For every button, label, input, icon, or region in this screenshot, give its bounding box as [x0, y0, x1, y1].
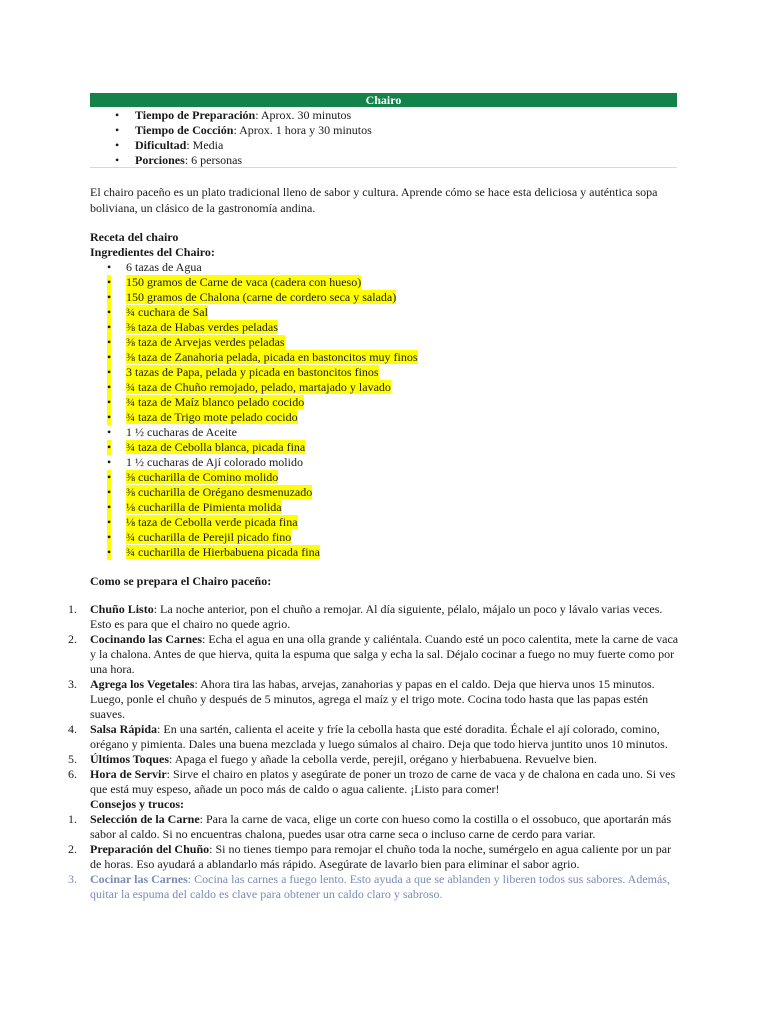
- method-heading: Como se prepara el Chairo paceño:: [90, 574, 272, 588]
- tip-item: [68, 812, 680, 842]
- ingredient-text: ¾ taza de Cebolla blanca, picada fina: [126, 440, 306, 454]
- tip-item: [68, 842, 680, 872]
- bullet-icon: •: [115, 138, 120, 152]
- step-label: Selección de la Carne: [90, 812, 200, 826]
- bullet-icon: •: [107, 350, 112, 364]
- ingredients-list: [90, 260, 677, 560]
- ingredient-item: [90, 275, 677, 290]
- bullet-icon: •: [107, 320, 112, 334]
- ingredient-text: ¾ cucharilla de Perejil picado fino: [126, 530, 292, 544]
- step-text: : En una sartén, calienta el aceite y fríe la cebolla hasta que esté doradita. Échale el ají colorado, comino, orégano y pimienta. Dales una buena mezclada y luego súmalos al chairo. Deja que todo hierva juntito unos 10 minutos.: [90, 722, 668, 751]
- meta-item-cook-time: [90, 123, 677, 138]
- ingredient-text: ⅜ cucharilla de Orégano desmenuzado: [126, 485, 313, 499]
- ingredients-heading: Ingredientes del Chairo:: [90, 245, 215, 259]
- ingredient-item: [90, 320, 677, 335]
- ingredient-text: ⅜ taza de Arvejas verdes peladas: [126, 335, 285, 349]
- ingredient-item: [90, 350, 677, 365]
- ingredient-text: ⅛ cucharilla de Pimienta molida: [126, 500, 282, 514]
- bullet-icon: •: [107, 335, 112, 349]
- ingredient-item: [90, 545, 677, 560]
- ingredient-text: 3 tazas de Papa, pelada y picada en bastoncitos finos: [126, 365, 379, 379]
- step-text: : Ahora tira las habas, arvejas, zanahorias y papas en el caldo. Deja que hierva unos 15 minutos. Luego, ponle el chuño y después de 5 minutos, agrega el maíz y el trigo mote. Cocina todo hasta que las papas estén suaves.: [90, 677, 655, 721]
- step-label: Chuño Listo: [90, 602, 154, 616]
- ingredient-text: ¾ cuchara de Sal: [126, 305, 208, 319]
- bullet-icon: •: [107, 380, 112, 394]
- bullet-icon: •: [107, 485, 112, 499]
- ingredient-item: [90, 410, 677, 425]
- step-label: Últimos Toques: [90, 752, 170, 766]
- ingredient-text: 1 ½ cucharas de Aceite: [126, 425, 237, 439]
- step-number: 2.: [68, 842, 77, 856]
- meta-label: Dificultad: [135, 138, 187, 152]
- step-text: : Cocina las carnes a fuego lento. Esto ayuda a que se ablanden y liberen todos sus sabores. Además, quitar la espuma del caldo es clave para obtener un caldo claro y sabroso.: [90, 872, 670, 901]
- ingredient-item: [90, 260, 677, 275]
- ingredient-item: [90, 395, 677, 410]
- tips-heading: Consejos y trucos:: [90, 797, 184, 811]
- step-number: 1.: [68, 602, 77, 616]
- step-item: [68, 632, 680, 677]
- meta-item-prep-time: [90, 108, 677, 123]
- ingredient-text: 1 ½ cucharas de Ají colorado molido: [126, 455, 303, 469]
- ingredient-item: [90, 335, 677, 350]
- meta-value: : Media: [186, 138, 224, 152]
- recipe-title-bar: [90, 93, 677, 107]
- ingredient-text: ⅜ taza de Habas verdes peladas: [126, 320, 278, 334]
- ingredient-item: [90, 485, 677, 500]
- step-text: : Apaga el fuego y añade la cebolla verde, perejil, orégano y hierbabuena. Revuelve bien.: [169, 752, 597, 766]
- bullet-icon: •: [107, 425, 112, 439]
- step-text: : Si no tienes tiempo para remojar el chuño toda la noche, sumérgelo en agua caliente por un par de horas. Eso ayudará a ablandarlo más rápido. Asegúrate de lavarlo bien para eliminar el sabor agrio.: [90, 842, 672, 871]
- meta-item-difficulty: [90, 138, 677, 153]
- ingredient-item: [90, 530, 677, 545]
- step-number: 2.: [68, 632, 77, 646]
- step-text: : Sirve el chairo en platos y asegúrate de poner un trozo de carne de vaca y de chalona en cada uno. Si ves que está muy espeso, añade un poco más de caldo o agua caliente. ¡Listo para comer!: [90, 767, 676, 796]
- step-item: [68, 767, 680, 797]
- ingredient-item: [90, 305, 677, 320]
- bullet-icon: •: [107, 275, 112, 289]
- step-label: Cocinando las Carnes: [90, 632, 203, 646]
- ingredient-item: [90, 440, 677, 455]
- recipe-title: Chairo: [365, 93, 402, 107]
- bullet-icon: •: [107, 530, 112, 544]
- ingredient-text: ¾ taza de Trigo mote pelado cocido: [126, 410, 298, 424]
- ingredient-text: ¾ taza de Chuño remojado, pelado, martajado y lavado: [126, 380, 391, 394]
- ingredient-text: ⅜ taza de Zanahoria pelada, picada en bastoncitos muy finos: [126, 350, 418, 364]
- bullet-icon: •: [107, 500, 112, 514]
- ingredient-text: ¾ taza de Maíz blanco pelado cocido: [126, 395, 305, 409]
- bullet-icon: •: [115, 123, 120, 137]
- bullet-icon: •: [107, 515, 112, 529]
- step-text: : Para la carne de vaca, elige un corte con hueso como la costilla o el ossobuco, que aportarán más sabor al caldo. Si no encuentras chalona, puedes usar otra carne seca o incluso carne de cerdo para variar.: [90, 812, 672, 841]
- meta-value: : Aprox. 1 hora y 30 minutos: [233, 123, 372, 137]
- ingredient-item: [90, 365, 677, 380]
- bullet-icon: •: [107, 545, 112, 559]
- meta-label: Tiempo de Preparación: [135, 108, 256, 122]
- step-number: 1.: [68, 812, 77, 826]
- step-item: [68, 752, 680, 767]
- step-number: 4.: [68, 722, 77, 736]
- bullet-icon: •: [115, 108, 120, 122]
- step-item: [68, 602, 680, 632]
- step-label: Cocinar las Carnes: [90, 872, 188, 886]
- meta-label: Tiempo de Cocción: [135, 123, 234, 137]
- step-text: : Echa el agua en una olla grande y caliéntala. Cuando esté un poco calentita, mete la carne de vaca y la chalona. Antes de que hierva, quita la espuma que salga y echa la sal. Déjalo cocinar a fuego no muy fuerte como por una hora.: [90, 632, 679, 676]
- meta-value: : Aprox. 30 minutos: [255, 108, 352, 122]
- ingredient-text: 150 gramos de Chalona (carne de cordero seca y salada): [126, 290, 397, 304]
- ingredient-item: [90, 425, 677, 440]
- recipe-meta-list: [90, 108, 677, 168]
- step-item: [68, 677, 680, 722]
- step-number: 6.: [68, 767, 77, 781]
- meta-item-servings: [90, 153, 677, 168]
- bullet-icon: •: [115, 153, 120, 167]
- ingredient-text: 6 tazas de Agua: [126, 260, 202, 274]
- ingredient-text: ⅛ taza de Cebolla verde picada fina: [126, 515, 298, 529]
- tip-item: [68, 872, 680, 902]
- step-number: 5.: [68, 752, 77, 766]
- bullet-icon: •: [107, 260, 112, 274]
- bullet-icon: •: [107, 410, 112, 424]
- bullet-icon: •: [107, 440, 112, 454]
- ingredient-item: [90, 455, 677, 470]
- step-label: Preparación del Chuño: [90, 842, 210, 856]
- ingredient-item: [90, 470, 677, 485]
- bullet-icon: •: [107, 305, 112, 319]
- step-label: Hora de Servir: [90, 767, 167, 781]
- ingredient-text: 150 gramos de Carne de vaca (cadera con hueso): [126, 275, 362, 289]
- step-label: Agrega los Vegetales: [90, 677, 195, 691]
- step-label: Salsa Rápida: [90, 722, 158, 736]
- step-number: 3.: [68, 677, 77, 691]
- bullet-icon: •: [107, 455, 112, 469]
- meta-label: Porciones: [135, 153, 185, 167]
- step-item: [68, 722, 680, 752]
- ingredient-item: [90, 290, 677, 305]
- meta-value: : 6 personas: [184, 153, 243, 167]
- step-text: : La noche anterior, pon el chuño a remojar. Al día siguiente, pélalo, májalo un poco y lávalo varias veces. Esto es para que el chairo no quede agrio.: [90, 602, 663, 631]
- divider: [90, 167, 677, 168]
- intro-paragraph: El chairo paceño es un plato tradicional lleno de sabor y cultura. Aprende cómo se hace esta deliciosa y auténtica sopa boliviana, un clásico de la gastronomía andina.: [90, 185, 658, 215]
- bullet-icon: •: [107, 365, 112, 379]
- ingredient-item: [90, 515, 677, 530]
- ingredient-text: ⅜ cucharilla de Comino molido: [126, 470, 279, 484]
- ingredient-item: [90, 500, 677, 515]
- ingredient-text: ¾ cucharilla de Hierbabuena picada fina: [126, 545, 320, 559]
- bullet-icon: •: [107, 290, 112, 304]
- bullet-icon: •: [107, 395, 112, 409]
- bullet-icon: •: [107, 470, 112, 484]
- ingredient-item: [90, 380, 677, 395]
- recipe-heading: Receta del chairo: [90, 230, 179, 244]
- tips-list: [68, 812, 680, 902]
- step-number: 3.: [68, 872, 77, 886]
- steps-list: [68, 602, 680, 797]
